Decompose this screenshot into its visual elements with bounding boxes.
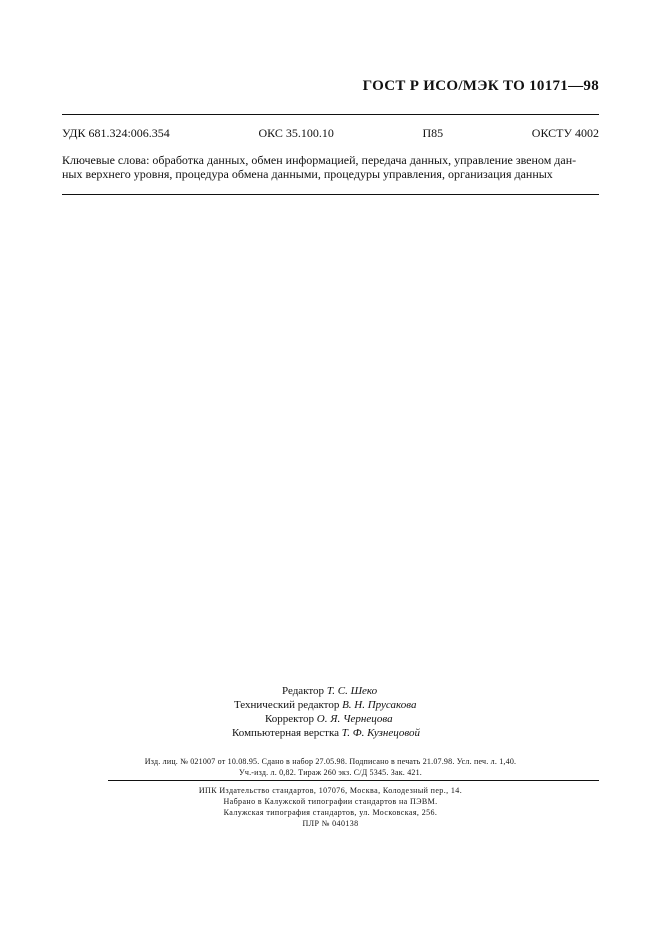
editor-label: Редактор bbox=[282, 685, 325, 697]
oks-code: ОКС 35.100.10 bbox=[258, 126, 334, 140]
group-code: П85 bbox=[422, 126, 444, 140]
keywords-line: Ключевые слова: обработка данных, обмен информацией, передача данных, управление звеном дан- bbox=[62, 153, 577, 167]
publisher-line: Набрано в Калужской типографии стандартов на ПЭВМ. bbox=[223, 797, 438, 806]
layout-name: Т. Ф. Кузнецовой bbox=[341, 727, 421, 739]
imprint-line: Уч.-изд. л. 0,82. Тираж 260 экз. С/Д 5345. Зак. 421. bbox=[239, 768, 422, 777]
keywords-block bbox=[62, 153, 599, 181]
layout-credit bbox=[232, 726, 420, 740]
corrector-credit bbox=[265, 712, 393, 726]
classification-row bbox=[62, 126, 599, 141]
publisher-line: Калужская типография стандартов, ул. Московская, 256. bbox=[223, 808, 438, 817]
corrector-name: О. Я. Чернецова bbox=[316, 713, 393, 725]
editor-credit bbox=[282, 684, 377, 698]
top-divider bbox=[62, 114, 599, 115]
tech-editor-name: В. Н. Прусакова bbox=[342, 699, 417, 711]
keywords-line: ных верхнего уровня, процедура обмена данными, процедуры управления, организация данных bbox=[62, 167, 553, 181]
layout-label: Компьютерная верстка bbox=[232, 727, 340, 739]
corrector-label: Корректор bbox=[265, 713, 315, 725]
publisher-block bbox=[62, 785, 599, 829]
imprint-line: Изд. лиц. № 021007 от 10.08.95. Сдано в набор 27.05.98. Подписано в печать 21.07.98. Усл. печ. л. 1,40. bbox=[144, 757, 517, 766]
okstu-code: ОКСТУ 4002 bbox=[531, 126, 599, 140]
tech-editor-credit bbox=[234, 698, 416, 712]
udk-code: УДК 681.324:006.354 bbox=[62, 126, 170, 140]
bottom-divider bbox=[62, 194, 599, 195]
publisher-line: ПЛР № 040138 bbox=[302, 819, 359, 828]
tech-editor-label: Технический редактор bbox=[234, 699, 340, 711]
publisher-line: ИПК Издательство стандартов, 107076, Москва, Колодезный пер., 14. bbox=[198, 786, 463, 795]
imprint-block bbox=[62, 756, 599, 778]
editor-name: Т. С. Шеко bbox=[326, 685, 378, 697]
document-title: ГОСТ Р ИСО/МЭК ТО 10171—98 bbox=[362, 78, 599, 94]
imprint-divider bbox=[108, 780, 599, 781]
